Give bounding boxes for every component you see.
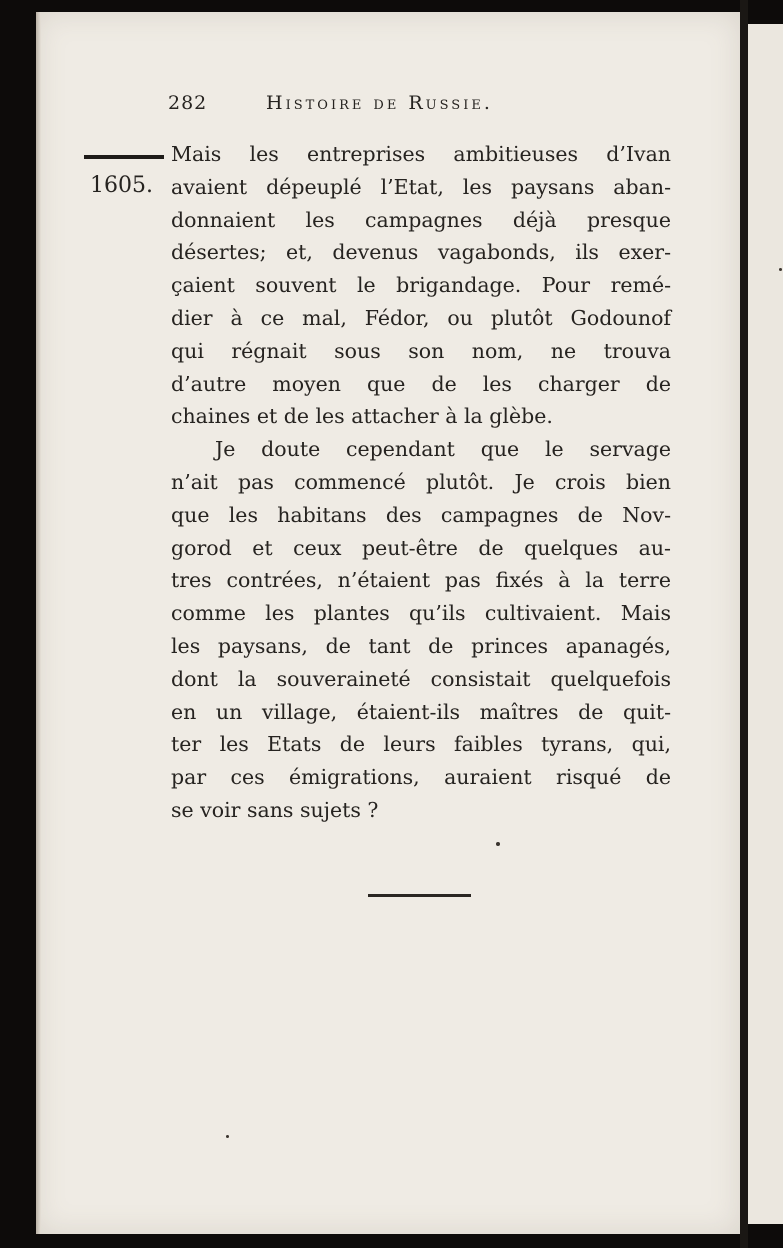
text-line: par ces émigrations, auraient risqué de: [171, 765, 671, 790]
facing-page-edge: [748, 24, 783, 1224]
body-text: [171, 138, 671, 827]
text-line: d’autre moyen que de les charger de: [171, 371, 671, 396]
text-line: tres contrées, n’étaient pas fixés à la terre: [171, 568, 671, 593]
text-line: avaient dépeuplé l’Etat, les paysans aban-: [171, 174, 671, 199]
text-line: que les habitans des campagnes de Nov-: [171, 502, 671, 527]
ink-speck: [779, 268, 782, 271]
text-line: donnaient les campagnes déjà presque: [171, 207, 671, 232]
margin-year: 1605.: [90, 173, 153, 198]
page-left-edge: [36, 12, 41, 1234]
text-line: comme les plantes qu’ils cultivaient. Mais: [171, 601, 671, 626]
text-line: chaines et de les attacher à la glèbe.: [171, 404, 553, 429]
text-line: désertes; et, devenus vagabonds, ils exer-: [171, 240, 671, 265]
text-line: se voir sans sujets ?: [171, 797, 379, 822]
binding-gap: [740, 0, 748, 1248]
text-line: en un village, étaient-ils maîtres de quit-: [171, 699, 671, 724]
text-line: çaient souvent le brigandage. Pour remé-: [171, 273, 671, 298]
text-line: Je doute cependant que le servage: [215, 437, 671, 462]
text-line: qui régnait sous son nom, ne trouva: [171, 338, 671, 363]
text-line: les paysans, de tant de princes apanagés,: [171, 633, 671, 658]
text-line: n’ait pas commencé plutôt. Je crois bien: [171, 469, 671, 494]
end-rule: [368, 894, 471, 897]
text-line: dont la souveraineté consistait quelquefois: [171, 666, 671, 691]
page-number: 282: [168, 92, 208, 114]
text-line: dier à ce mal, Fédor, ou plutôt Godounof: [171, 305, 671, 330]
margin-rule: [84, 155, 164, 159]
ink-speck: [226, 1135, 229, 1138]
ink-speck: [496, 842, 500, 846]
text-line: ter les Etats de leurs faibles tyrans, qui,: [171, 732, 671, 757]
text-line: Mais les entreprises ambitieuses d’Ivan: [171, 142, 671, 166]
running-title: Histoire de Russie.: [266, 92, 493, 114]
text-line: gorod et ceux peut-être de quelques au-: [171, 535, 671, 560]
